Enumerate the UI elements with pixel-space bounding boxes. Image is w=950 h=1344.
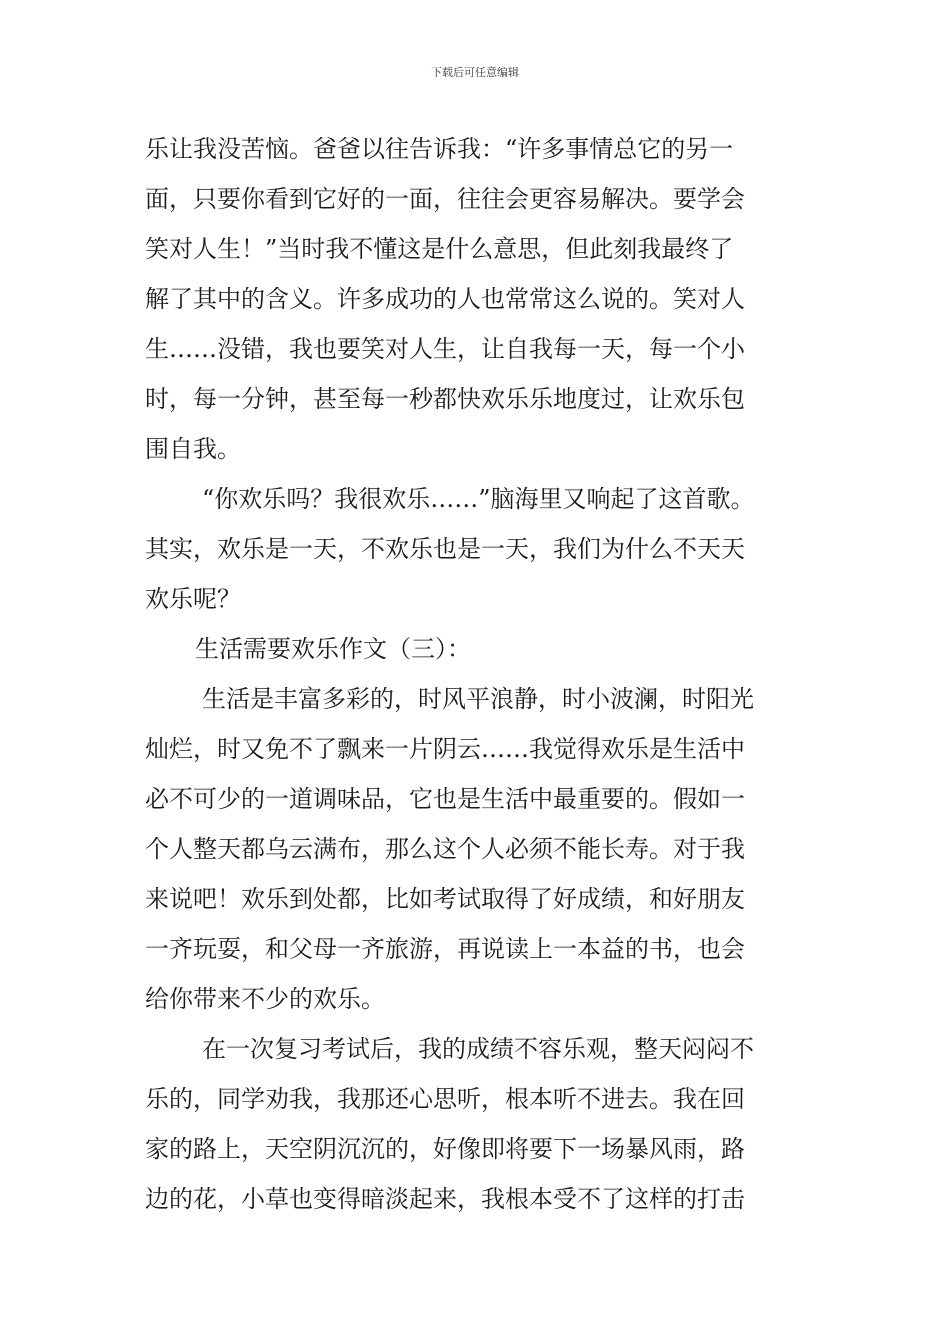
text-line: 生……没错，我也要笑对人生，让自我每一天，每一个小 [145,335,745,363]
paragraph-start-line: 生活是丰富多彩的，时风平浪静，时小波澜，时阳光 [202,685,754,713]
text-line: 时，每一分钟，甚至每一秒都快欢乐乐地度过，让欢乐包 [145,385,745,413]
text-line: 解了其中的含义。许多成功的人也常常这么说的。笑对人 [145,285,745,313]
text-line: 笑对人生！”当时我不懂这是什么意思，但此刻我最终了 [145,235,734,263]
text-line: 个人整天都乌云满布，那么这个人必须不能长寿。对于我 [145,835,745,863]
text-line: 给你带来不少的欢乐。 [145,985,385,1013]
text-line: 围自我。 [145,435,241,463]
text-line: 来说吧！欢乐到处都，比如考试取得了好成绩，和好朋友 [145,885,745,913]
text-line: 必不可少的一道调味品，它也是生活中最重要的。假如一 [145,785,745,813]
text-line: 灿烂，时又免不了飘来一片阴云……我觉得欢乐是生活中 [145,735,745,763]
text-line: 其实，欢乐是一天，不欢乐也是一天，我们为什么不天天 [145,535,745,563]
page-header: 下载后可任意编辑 [431,66,519,79]
text-line: 欢乐呢？ [145,585,241,613]
text-line: 一齐玩耍，和父母一齐旅游，再说读上一本益的书，也会 [145,935,745,963]
section-heading: 生活需要欢乐作文（三）： [195,635,471,663]
paragraph-start-line: “你欢乐吗？我很欢乐……”脑海里又响起了这首歌。 [202,485,755,513]
paragraph-start-line: 在一次复习考试后，我的成绩不容乐观，整天闷闷不 [202,1035,754,1063]
text-line: 乐的，同学劝我，我那还心思听，根本听不进去。我在回 [145,1085,745,1113]
document-body [145,124,815,1224]
text-line: 面，只要你看到它好的一面，往往会更容易解决。要学会 [145,185,745,213]
text-line: 家的路上，天空阴沉沉的，好像即将要下一场暴风雨，路 [145,1135,745,1163]
text-line: 边的花，小草也变得暗淡起来，我根本受不了这样的打击 [145,1185,745,1213]
text-line: 乐让我没苦恼。爸爸以往告诉我：“许多事情总它的另一 [145,135,734,163]
